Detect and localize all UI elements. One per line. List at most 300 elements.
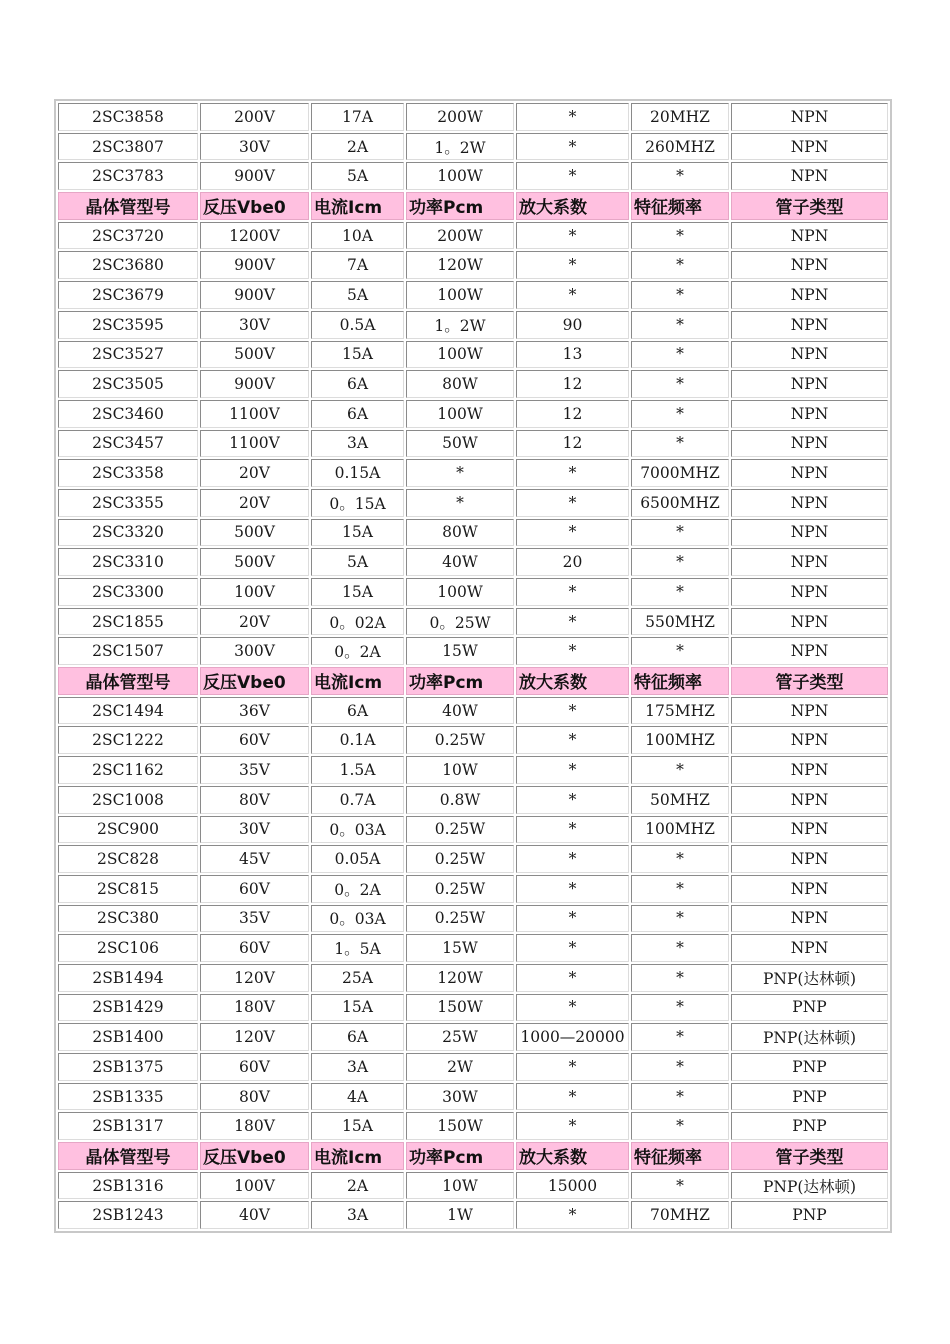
header-frequency: 特征频率 (631, 192, 729, 220)
cell-voltage: 500V (200, 519, 309, 547)
cell-type: NPN (731, 875, 888, 903)
cell-model: 2SC3858 (58, 103, 198, 131)
table-row (58, 489, 888, 517)
cell-model: 2SC3457 (58, 430, 198, 458)
cell-gain: 1000—20000 (516, 1023, 629, 1051)
cell-type: NPN (731, 726, 888, 754)
cell-voltage: 30V (200, 816, 309, 844)
cell-model: 2SB1400 (58, 1023, 198, 1051)
header-type: 管子类型 (731, 667, 888, 695)
cell-gain: 15000 (516, 1172, 629, 1200)
cell-power: 100W (406, 341, 514, 369)
cell-voltage: 20V (200, 608, 309, 636)
cell-voltage: 180V (200, 1112, 309, 1140)
cell-type: NPN (731, 786, 888, 814)
cell-voltage: 30V (200, 133, 309, 161)
transistor-spec-table (56, 101, 890, 1231)
table-row (58, 1083, 888, 1111)
cell-power: 0.25W (406, 726, 514, 754)
cell-power: 30W (406, 1083, 514, 1111)
header-power: 功率Pcm (406, 1142, 514, 1170)
header-frequency: 特征频率 (631, 1142, 729, 1170)
cell-current: 0.15A (311, 459, 404, 487)
cell-type: NPN (731, 459, 888, 487)
cell-model: 2SC3679 (58, 281, 198, 309)
cell-frequency: * (631, 430, 729, 458)
cell-type: NPN (731, 430, 888, 458)
cell-frequency: * (631, 1172, 729, 1200)
cell-model: 2SB1429 (58, 994, 198, 1022)
cell-current: 1.5A (311, 756, 404, 784)
cell-gain: * (516, 756, 629, 784)
header-frequency: 特征频率 (631, 667, 729, 695)
cell-power: 1。2W (406, 133, 514, 161)
cell-model: 2SB1316 (58, 1172, 198, 1200)
cell-frequency: * (631, 162, 729, 190)
cell-type: NPN (731, 133, 888, 161)
cell-frequency: * (631, 994, 729, 1022)
cell-current: 0。15A (311, 489, 404, 517)
cell-voltage: 80V (200, 786, 309, 814)
cell-current: 3A (311, 1201, 404, 1229)
cell-type: NPN (731, 548, 888, 576)
cell-gain: * (516, 875, 629, 903)
cell-power: * (406, 489, 514, 517)
cell-model: 2SC3460 (58, 400, 198, 428)
cell-power: 200W (406, 222, 514, 250)
cell-frequency: 175MHZ (631, 697, 729, 725)
cell-type: PNP(达林顿) (731, 964, 888, 992)
cell-gain: * (516, 934, 629, 962)
cell-power: 50W (406, 430, 514, 458)
cell-current: 15A (311, 994, 404, 1022)
cell-model: 2SC3720 (58, 222, 198, 250)
cell-current: 5A (311, 281, 404, 309)
table-row (58, 281, 888, 309)
cell-type: NPN (731, 311, 888, 339)
cell-frequency: * (631, 400, 729, 428)
cell-current: 6A (311, 697, 404, 725)
cell-gain: * (516, 1201, 629, 1229)
cell-gain: 12 (516, 370, 629, 398)
table-row (58, 311, 888, 339)
cell-power: 1W (406, 1201, 514, 1229)
cell-model: 2SC3527 (58, 341, 198, 369)
cell-current: 15A (311, 578, 404, 606)
cell-type: NPN (731, 637, 888, 665)
cell-model: 2SC3355 (58, 489, 198, 517)
table-row (58, 726, 888, 754)
cell-voltage: 100V (200, 578, 309, 606)
cell-gain: * (516, 905, 629, 933)
cell-model: 2SC815 (58, 875, 198, 903)
cell-frequency: * (631, 222, 729, 250)
cell-model: 2SC3807 (58, 133, 198, 161)
cell-current: 0。03A (311, 905, 404, 933)
table-row (58, 1201, 888, 1229)
cell-frequency: * (631, 964, 729, 992)
header-power: 功率Pcm (406, 667, 514, 695)
cell-voltage: 900V (200, 162, 309, 190)
cell-model: 2SB1375 (58, 1053, 198, 1081)
cell-type: NPN (731, 578, 888, 606)
cell-frequency: * (631, 370, 729, 398)
table-row (58, 1172, 888, 1200)
cell-voltage: 60V (200, 726, 309, 754)
cell-gain: * (516, 459, 629, 487)
cell-type: PNP (731, 1053, 888, 1081)
table-row (58, 430, 888, 458)
table-row (58, 548, 888, 576)
cell-gain: * (516, 519, 629, 547)
table-row (58, 251, 888, 279)
cell-power: 150W (406, 994, 514, 1022)
cell-power: 15W (406, 934, 514, 962)
cell-power: 120W (406, 251, 514, 279)
cell-voltage: 100V (200, 1172, 309, 1200)
cell-power: 0.25W (406, 875, 514, 903)
cell-model: 2SC3358 (58, 459, 198, 487)
cell-type: NPN (731, 608, 888, 636)
cell-type: NPN (731, 400, 888, 428)
table-row (58, 578, 888, 606)
cell-current: 0。2A (311, 875, 404, 903)
cell-current: 0。2A (311, 637, 404, 665)
cell-type: NPN (731, 816, 888, 844)
cell-voltage: 1100V (200, 400, 309, 428)
table-row (58, 786, 888, 814)
table-row (58, 133, 888, 161)
cell-power: * (406, 459, 514, 487)
cell-frequency: 20MHZ (631, 103, 729, 131)
cell-voltage: 200V (200, 103, 309, 131)
cell-model: 2SB1243 (58, 1201, 198, 1229)
cell-frequency: 6500MHZ (631, 489, 729, 517)
cell-frequency: * (631, 1023, 729, 1051)
cell-type: NPN (731, 251, 888, 279)
cell-voltage: 500V (200, 548, 309, 576)
cell-gain: 12 (516, 400, 629, 428)
cell-gain: * (516, 489, 629, 517)
cell-gain: * (516, 697, 629, 725)
cell-frequency: * (631, 578, 729, 606)
cell-model: 2SC3505 (58, 370, 198, 398)
cell-frequency: 100MHZ (631, 816, 729, 844)
cell-type: NPN (731, 162, 888, 190)
cell-type: NPN (731, 341, 888, 369)
cell-gain: 90 (516, 311, 629, 339)
cell-power: 0.25W (406, 816, 514, 844)
cell-voltage: 20V (200, 489, 309, 517)
cell-frequency: * (631, 311, 729, 339)
table-row (58, 994, 888, 1022)
header-type: 管子类型 (731, 192, 888, 220)
cell-gain: * (516, 637, 629, 665)
cell-gain: * (516, 1112, 629, 1140)
cell-gain: * (516, 964, 629, 992)
cell-type: PNP (731, 1201, 888, 1229)
cell-type: NPN (731, 934, 888, 962)
cell-frequency: * (631, 875, 729, 903)
cell-model: 2SC900 (58, 816, 198, 844)
cell-current: 6A (311, 370, 404, 398)
cell-frequency: * (631, 934, 729, 962)
cell-current: 10A (311, 222, 404, 250)
cell-power: 80W (406, 370, 514, 398)
cell-voltage: 45V (200, 845, 309, 873)
cell-voltage: 500V (200, 341, 309, 369)
cell-gain: * (516, 133, 629, 161)
table-row (58, 370, 888, 398)
cell-power: 10W (406, 756, 514, 784)
table-row (58, 519, 888, 547)
cell-type: NPN (731, 370, 888, 398)
header-current: 电流Icm (311, 667, 404, 695)
cell-type: PNP (731, 994, 888, 1022)
cell-type: NPN (731, 519, 888, 547)
cell-power: 0.8W (406, 786, 514, 814)
cell-voltage: 60V (200, 934, 309, 962)
cell-gain: * (516, 726, 629, 754)
cell-current: 3A (311, 430, 404, 458)
cell-gain: 20 (516, 548, 629, 576)
cell-gain: * (516, 281, 629, 309)
cell-type: NPN (731, 103, 888, 131)
cell-type: PNP (731, 1112, 888, 1140)
table-row (58, 964, 888, 992)
header-current: 电流Icm (311, 1142, 404, 1170)
table-row (58, 845, 888, 873)
cell-type: NPN (731, 756, 888, 784)
table-row (58, 637, 888, 665)
table-row (58, 608, 888, 636)
cell-type: NPN (731, 905, 888, 933)
cell-frequency: * (631, 1053, 729, 1081)
cell-model: 2SB1335 (58, 1083, 198, 1111)
cell-model: 2SC3320 (58, 519, 198, 547)
cell-model: 2SC3595 (58, 311, 198, 339)
cell-power: 40W (406, 548, 514, 576)
cell-frequency: 260MHZ (631, 133, 729, 161)
header-type: 管子类型 (731, 1142, 888, 1170)
cell-model: 2SC3300 (58, 578, 198, 606)
header-voltage: 反压Vbe0 (200, 1142, 309, 1170)
header-model: 晶体管型号 (58, 192, 198, 220)
cell-voltage: 900V (200, 370, 309, 398)
cell-current: 0。02A (311, 608, 404, 636)
cell-power: 100W (406, 281, 514, 309)
cell-type: PNP(达林顿) (731, 1172, 888, 1200)
cell-frequency: 70MHZ (631, 1201, 729, 1229)
cell-current: 0。03A (311, 816, 404, 844)
cell-model: 2SC1494 (58, 697, 198, 725)
table-body (58, 103, 888, 1229)
cell-voltage: 35V (200, 905, 309, 933)
cell-gain: * (516, 994, 629, 1022)
cell-current: 15A (311, 341, 404, 369)
cell-model: 2SC1855 (58, 608, 198, 636)
cell-power: 0.25W (406, 905, 514, 933)
cell-current: 5A (311, 548, 404, 576)
table-header-row (58, 192, 888, 220)
cell-power: 2W (406, 1053, 514, 1081)
cell-power: 120W (406, 964, 514, 992)
cell-current: 17A (311, 103, 404, 131)
header-voltage: 反压Vbe0 (200, 192, 309, 220)
cell-frequency: * (631, 1112, 729, 1140)
cell-frequency: 7000MHZ (631, 459, 729, 487)
cell-type: PNP(达林顿) (731, 1023, 888, 1051)
table-header-row (58, 667, 888, 695)
cell-power: 25W (406, 1023, 514, 1051)
cell-power: 100W (406, 578, 514, 606)
table-row (58, 905, 888, 933)
header-gain: 放大系数 (516, 667, 629, 695)
cell-frequency: * (631, 756, 729, 784)
cell-type: NPN (731, 489, 888, 517)
cell-gain: 13 (516, 341, 629, 369)
cell-model: 2SB1317 (58, 1112, 198, 1140)
cell-gain: * (516, 251, 629, 279)
cell-gain: * (516, 845, 629, 873)
cell-model: 2SC1507 (58, 637, 198, 665)
cell-power: 0.25W (406, 845, 514, 873)
cell-voltage: 60V (200, 1053, 309, 1081)
cell-power: 80W (406, 519, 514, 547)
header-current: 电流Icm (311, 192, 404, 220)
cell-current: 6A (311, 400, 404, 428)
cell-power: 10W (406, 1172, 514, 1200)
cell-frequency: 550MHZ (631, 608, 729, 636)
cell-current: 25A (311, 964, 404, 992)
cell-power: 40W (406, 697, 514, 725)
cell-current: 3A (311, 1053, 404, 1081)
table-row (58, 103, 888, 131)
cell-current: 2A (311, 133, 404, 161)
cell-frequency: * (631, 845, 729, 873)
cell-voltage: 40V (200, 1201, 309, 1229)
table-row (58, 162, 888, 190)
cell-model: 2SC3680 (58, 251, 198, 279)
cell-gain: * (516, 1053, 629, 1081)
table-row (58, 1112, 888, 1140)
cell-power: 1。2W (406, 311, 514, 339)
cell-power: 200W (406, 103, 514, 131)
cell-power: 150W (406, 1112, 514, 1140)
cell-type: NPN (731, 281, 888, 309)
cell-frequency: * (631, 341, 729, 369)
table-row (58, 459, 888, 487)
cell-current: 0.1A (311, 726, 404, 754)
cell-current: 2A (311, 1172, 404, 1200)
cell-voltage: 1100V (200, 430, 309, 458)
header-model: 晶体管型号 (58, 667, 198, 695)
header-voltage: 反压Vbe0 (200, 667, 309, 695)
cell-voltage: 80V (200, 1083, 309, 1111)
cell-gain: * (516, 608, 629, 636)
cell-gain: 12 (516, 430, 629, 458)
cell-type: NPN (731, 697, 888, 725)
header-gain: 放大系数 (516, 192, 629, 220)
cell-model: 2SB1494 (58, 964, 198, 992)
cell-current: 6A (311, 1023, 404, 1051)
cell-frequency: * (631, 905, 729, 933)
table-row (58, 934, 888, 962)
cell-gain: * (516, 786, 629, 814)
table-row (58, 875, 888, 903)
cell-gain: * (516, 1083, 629, 1111)
cell-frequency: 50MHZ (631, 786, 729, 814)
cell-current: 15A (311, 1112, 404, 1140)
table-row (58, 341, 888, 369)
cell-frequency: * (631, 548, 729, 576)
cell-frequency: * (631, 281, 729, 309)
cell-gain: * (516, 578, 629, 606)
cell-voltage: 120V (200, 1023, 309, 1051)
cell-frequency: * (631, 519, 729, 547)
cell-voltage: 1200V (200, 222, 309, 250)
cell-current: 15A (311, 519, 404, 547)
table-row (58, 697, 888, 725)
cell-power: 100W (406, 162, 514, 190)
cell-voltage: 900V (200, 281, 309, 309)
cell-frequency: * (631, 637, 729, 665)
cell-gain: * (516, 816, 629, 844)
cell-current: 4A (311, 1083, 404, 1111)
cell-frequency: * (631, 251, 729, 279)
cell-power: 15W (406, 637, 514, 665)
cell-voltage: 36V (200, 697, 309, 725)
cell-model: 2SC1222 (58, 726, 198, 754)
cell-voltage: 300V (200, 637, 309, 665)
cell-voltage: 120V (200, 964, 309, 992)
cell-type: NPN (731, 222, 888, 250)
cell-type: PNP (731, 1083, 888, 1111)
cell-current: 0.7A (311, 786, 404, 814)
table-row (58, 1053, 888, 1081)
cell-voltage: 900V (200, 251, 309, 279)
transistor-spec-sheet (54, 99, 892, 1233)
table-row (58, 222, 888, 250)
table-row (58, 816, 888, 844)
cell-model: 2SC3783 (58, 162, 198, 190)
cell-voltage: 30V (200, 311, 309, 339)
cell-power: 0。25W (406, 608, 514, 636)
cell-gain: * (516, 222, 629, 250)
cell-voltage: 20V (200, 459, 309, 487)
header-model: 晶体管型号 (58, 1142, 198, 1170)
cell-current: 7A (311, 251, 404, 279)
cell-model: 2SC1008 (58, 786, 198, 814)
cell-power: 100W (406, 400, 514, 428)
table-row (58, 756, 888, 784)
cell-gain: * (516, 103, 629, 131)
cell-frequency: 100MHZ (631, 726, 729, 754)
cell-type: NPN (731, 845, 888, 873)
cell-model: 2SC3310 (58, 548, 198, 576)
cell-voltage: 180V (200, 994, 309, 1022)
table-header-row (58, 1142, 888, 1170)
cell-model: 2SC1162 (58, 756, 198, 784)
header-power: 功率Pcm (406, 192, 514, 220)
cell-current: 0.05A (311, 845, 404, 873)
cell-gain: * (516, 162, 629, 190)
table-row (58, 1023, 888, 1051)
cell-current: 0.5A (311, 311, 404, 339)
cell-model: 2SC828 (58, 845, 198, 873)
table-row (58, 400, 888, 428)
cell-frequency: * (631, 1083, 729, 1111)
